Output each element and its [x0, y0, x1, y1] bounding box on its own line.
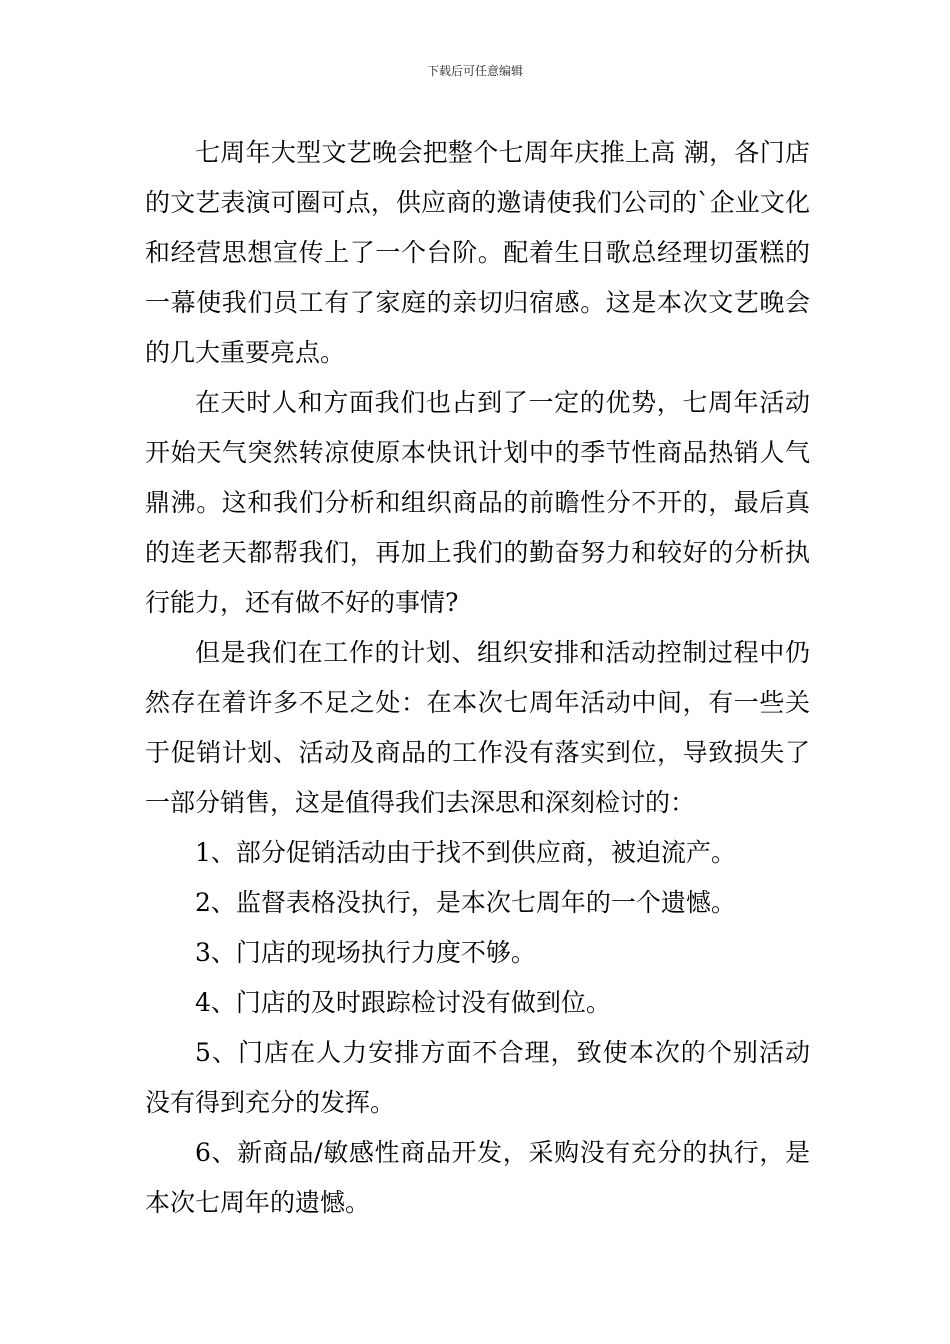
list-item-5: 5、门店在人力安排方面不合理，致使本次的个别活动没有得到充分的发挥。 — [145, 1038, 810, 1117]
list-item-6: 6、新商品/敏感性商品开发，采购没有充分的执行，是本次七周年的遗憾。 — [145, 1138, 810, 1217]
document-body — [145, 128, 810, 1228]
list-item-2: 2、监督表格没执行，是本次七周年的一个遗憾。 — [195, 888, 736, 917]
list-item-4: 4、门店的及时跟踪检讨没有做到位。 — [195, 988, 611, 1017]
paragraph-timing-advantage: 在天时人和方面我们也占到了一定的优势，七周年活动开始天气突然转凉使原本快讯计划中的季节性商品热销人气鼎沸。这和我们分析和组织商品的前瞻性分不开的，最后真的连老天都帮我们，再加上我们的勤奋努力和较好的分析执行能力，还有做不好的事情? — [145, 388, 810, 617]
paragraph-shortcomings-intro: 但是我们在工作的计划、组织安排和活动控制过程中仍然存在着许多不足之处：在本次七周年活动中间，有一些关于促销计划、活动及商品的工作没有落实到位，导致损失了一部分销售，这是值得我们去深思和深刻检讨的： — [145, 638, 810, 817]
list-item-3: 3、门店的现场执行力度不够。 — [195, 938, 536, 967]
list-item-1: 1、部分促销活动由于找不到供应商，被迫流产。 — [195, 838, 736, 867]
paragraph-gala-highlights: 七周年大型文艺晚会把整个七周年庆推上高 潮，各门店的文艺表演可圈可点，供应商的邀请使我们公司的`企业文化和经营思想宣传上了一个台阶。配着生日歌总经理切蛋糕的一幕使我们员工有了家庭的亲切归宿感。这是本次文艺晚会的几大重要亮点。 — [145, 138, 810, 367]
header-note: 下载后可任意编辑 — [426, 64, 523, 78]
